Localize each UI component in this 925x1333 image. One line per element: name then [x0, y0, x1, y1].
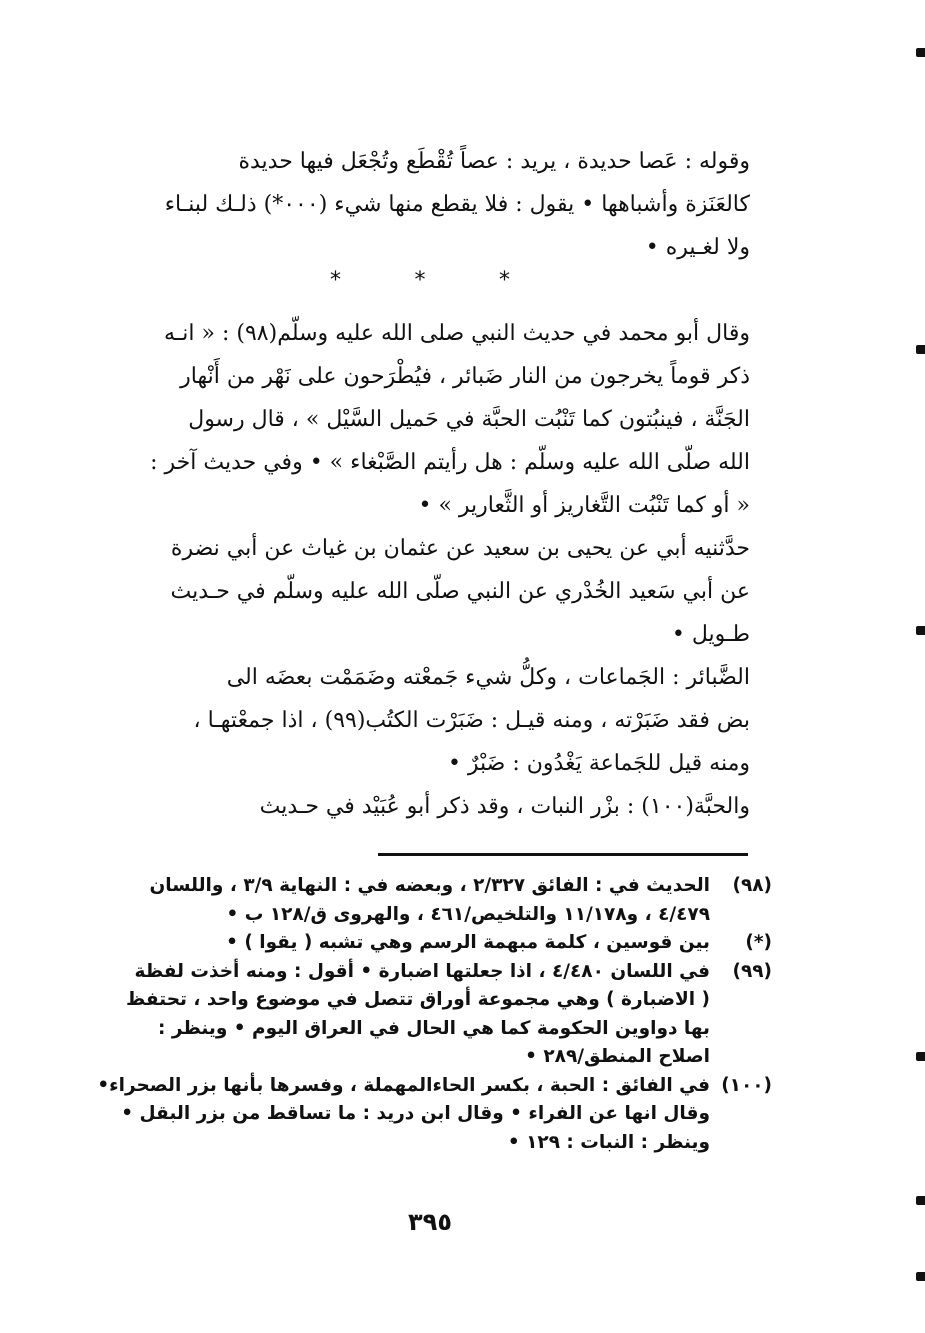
paragraph-3: [92, 527, 750, 656]
scan-mark: [916, 48, 925, 57]
text-line: كالعَنَزة وأشباهها • يقول : فلا يقطع منها شيء (٠٠٠*) ذلـك لبنـاء: [164, 192, 750, 217]
paragraph-5: [92, 785, 750, 828]
footnote-text: [92, 958, 710, 1072]
footnote-number: (*): [745, 932, 772, 953]
text-line: عن أبي سَعيد الخُدْري عن النبي صلّى الله عليه وسلّم في حـديث: [170, 579, 750, 604]
footnote-line: في الفائق : الحبة ، بكسر الحاءالمهملة ، وفسرها بأنها بزر الصحراء•: [97, 1074, 710, 1096]
footnote-text: [92, 1072, 710, 1158]
text-line: ذكر قوماً يخرجون من النار ضَبائر ، فيُطْرَحون على نَهْر من أَنْهار: [180, 364, 750, 389]
text-line: « أو كما تَنْبُت التَّغاريز أو الثَّعارير » •: [418, 493, 750, 518]
text-line: ولا لغـيره •: [645, 235, 750, 260]
footnote-98: [92, 872, 772, 929]
section-separator: [330, 268, 510, 293]
text-line: الجَنَّة ، فينبُتون كما تَنْبُت الحبَّة في حَميل السَّيْل » ، قال رسول: [188, 407, 750, 432]
separator-star: *: [330, 268, 341, 293]
text-line: وقوله : عَصا حديدة ، يريد : عصاً تُقْطَع وتُجْعَل فيها حديدة: [238, 149, 750, 174]
paragraph-1: [92, 140, 750, 269]
footnote-line: في اللسان ٤/٤٨٠ ، اذا جعلتها اضبارة • أقول : ومنه أخذت لفظة: [134, 960, 710, 982]
footnote-line: وقال انها عن الفراء • وقال ابن دريد : ما تساقط من بزر البقل •: [121, 1103, 710, 1124]
scan-mark: [916, 1272, 925, 1281]
footnote-text: [92, 872, 710, 929]
footnote-99: [92, 958, 772, 1072]
text-line: حدَّثنيه أبي عن يحيى بن سعيد عن عثمان بن غياث عن أبي نضرة: [170, 536, 750, 561]
text-line: الله صلّى الله عليه وسلّم : هل رأيتم الصَّبْغاء » • وفي حديث آخر :: [150, 450, 750, 475]
footnote-line: وينظر : النبات : ١٢٩ •: [507, 1131, 710, 1153]
scan-mark: [916, 1196, 925, 1205]
footnote-number: (٩٩): [732, 960, 772, 982]
scan-mark: [916, 1052, 925, 1061]
text-line: والحبَّة(١٠٠) : بزْر النبات ، وقد ذكر أبو عُبَيْد في حـديث: [259, 794, 750, 819]
footnote-line: بين قوسين ، كلمة مبهمة الرسم وهي تشبه ( يقوا ) •: [226, 932, 710, 953]
footnote-line: ( الاضبارة ) وهي مجموعة أوراق تتصل في موضوع واحد ، تحتفظ: [126, 989, 710, 1010]
text-line: ومنه قيل للجَماعة يَغْدُون : ضَبْرٌ •: [447, 751, 750, 776]
paragraph-2: [92, 312, 750, 527]
footnote-line: بها دواوين الحكومة كما هي الحال في العراق اليوم • وينظر :: [157, 1017, 710, 1039]
footnote-line: ٤/٤٧٩ ، و١١/١٧٨ والتلخيص/٤٦١ ، والهروى ق/١٢٨ ب •: [226, 903, 710, 925]
scan-mark: [916, 626, 925, 635]
separator-star: *: [414, 268, 426, 293]
text-line: الضَّبائر : الجَماعات ، وكلُّ شيء جَمعْته وضَمَمْت بعضَه الى: [226, 665, 750, 690]
paragraph-4: [92, 656, 750, 785]
footnote-100: [92, 1072, 772, 1158]
scan-mark: [916, 345, 925, 354]
text-line: طـويل •: [671, 622, 750, 647]
page-number: ٣٩٥: [408, 1208, 452, 1236]
footnote-star: [92, 929, 772, 958]
footnote-line: اصلاح المنطق/٢٨٩ •: [525, 1046, 710, 1067]
footnote-text: [92, 929, 710, 958]
text-line: وقال أبو محمد في حديث النبي صلى الله عليه وسلّم(٩٨) : « انـه: [164, 321, 750, 346]
footnote-number: (١٠٠): [721, 1074, 772, 1096]
footnote-line: الحديث في : الفائق ٢/٣٢٧ ، وبعضه في : النهاية ٣/٩ ، واللسان: [149, 875, 710, 896]
footnotes: [92, 872, 772, 1157]
footnote-number: (٩٨): [732, 875, 772, 896]
footnote-divider: [378, 853, 748, 856]
text-line: بض فقد ضَبَرْته ، ومنه قيـل : ضَبَرْت الكتُب(٩٩) ، اذا جمعْتهـا ،: [193, 708, 750, 733]
separator-star: *: [499, 268, 510, 293]
